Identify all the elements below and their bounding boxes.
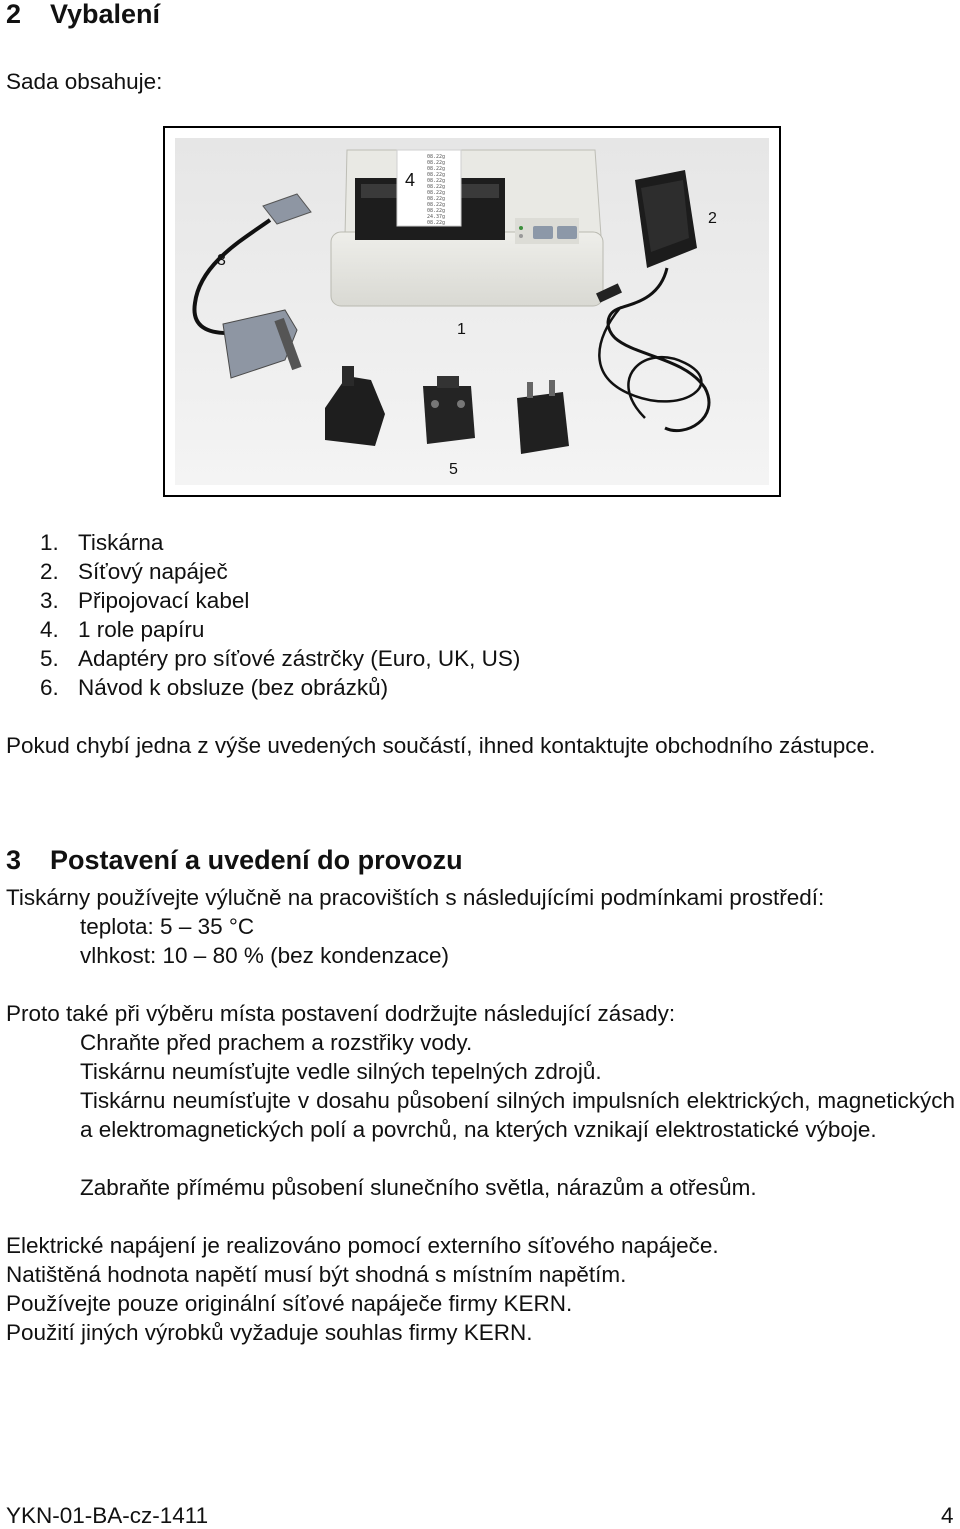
paper-printout-line: 08.22g <box>427 190 446 196</box>
list-item-label: Tiskárna <box>78 530 164 555</box>
power-note-2: Natištěná hodnota napětí musí být shodná s místním napětím. <box>6 1262 627 1287</box>
package-contents-figure <box>163 126 781 497</box>
power-note-3: Používejte pouze originální síťové napáječe firmy KERN. <box>6 1291 573 1316</box>
list-item <box>40 586 520 615</box>
list-item-label: Adaptéry pro síťové zástrčky (Euro, UK, US) <box>78 646 521 671</box>
rules-intro: Proto také při výběru místa postavení dodržujte následující zásady: <box>6 1001 676 1026</box>
paper-printout-line: 08.22g <box>427 160 446 166</box>
conditions-intro: Tiskárny používejte výlučně na pracovištích s následujícími podmínkami prostředí: <box>6 885 825 910</box>
paper-printout-line: 08.22g <box>427 178 446 184</box>
callout-5: 5 <box>449 461 458 478</box>
list-item-number: 2. <box>40 559 59 584</box>
parts-list <box>40 528 520 702</box>
package-contents-photo <box>165 128 779 495</box>
list-item-number: 5. <box>40 646 59 671</box>
missing-parts-note: Pokud chybí jedna z výše uvedených součástí, ihned kontaktujte obchodního zástupce. <box>6 733 876 758</box>
footer-page-number: 4 <box>941 1503 954 1528</box>
list-item-number: 1. <box>40 530 59 555</box>
paper-printout-line: 08.22g <box>427 184 446 190</box>
list-item <box>40 557 520 586</box>
callout-2: 2 <box>708 210 717 227</box>
paper-printout-line: 24.37g <box>427 214 446 220</box>
rule-heat: Tiskárnu neumísťujte vedle silných tepelných zdrojů. <box>80 1059 602 1084</box>
list-item-label: 1 role papíru <box>78 617 205 642</box>
paper-printout-line: 08.22g <box>427 166 446 172</box>
paper-printout-line: 08.22g <box>427 172 446 178</box>
list-item <box>40 673 520 702</box>
rule-dust: Chraňte před prachem a rozstřiky vody. <box>80 1030 473 1055</box>
paper-printout-line: 08.22g <box>427 196 446 202</box>
callout-3: 3 <box>217 252 226 269</box>
section-2-number: 2 <box>6 0 22 29</box>
callout-4: 4 <box>405 170 416 190</box>
rule-fields: Tiskárnu neumísťujte v dosahu působení silných impulsních elektrických, magnetických a elektromagnetických polí a povrchů, na kterých vznikají elektrostatické výboje. <box>80 1088 955 1142</box>
rule-sunlight: Zabraňte přímému působení slunečního světla, nárazům a otřesům. <box>80 1175 757 1200</box>
condition-temperature: teplota: 5 – 35 °C <box>80 914 255 939</box>
paper-printout-line: 08.22g <box>427 220 446 226</box>
paper-printout-line: 08.22g <box>427 154 446 160</box>
list-item-label: Síťový napáječ <box>78 559 228 584</box>
section-3-number: 3 <box>6 845 22 875</box>
list-item-number: 4. <box>40 617 59 642</box>
list-item <box>40 644 520 673</box>
list-item-label: Připojovací kabel <box>78 588 250 613</box>
footer-doc-code: YKN-01-BA-cz-1411 <box>6 1503 209 1528</box>
printer-device <box>331 150 603 306</box>
callout-1: 1 <box>457 321 466 338</box>
section-2-title: Vybalení <box>50 0 161 29</box>
paper-printout-line: 08.22g <box>427 202 446 208</box>
list-item <box>40 615 520 644</box>
section-2-heading <box>6 0 160 30</box>
package-intro: Sada obsahuje: <box>6 69 163 94</box>
list-item-label: Návod k obsluze (bez obrázků) <box>78 675 389 700</box>
paper-printout-line: 08.22g <box>427 208 446 214</box>
power-note-4: Použití jiných výrobků vyžaduje souhlas firmy KERN. <box>6 1320 533 1345</box>
list-item-number: 6. <box>40 675 59 700</box>
section-3-title: Postavení a uvedení do provozu <box>50 845 463 875</box>
power-note-1: Elektrické napájení je realizováno pomocí externího síťového napáječe. <box>6 1233 719 1258</box>
list-item <box>40 528 520 557</box>
list-item-number: 3. <box>40 588 59 613</box>
condition-humidity: vlhkost: 10 – 80 % (bez kondenzace) <box>80 943 449 968</box>
section-3-heading <box>6 845 463 876</box>
